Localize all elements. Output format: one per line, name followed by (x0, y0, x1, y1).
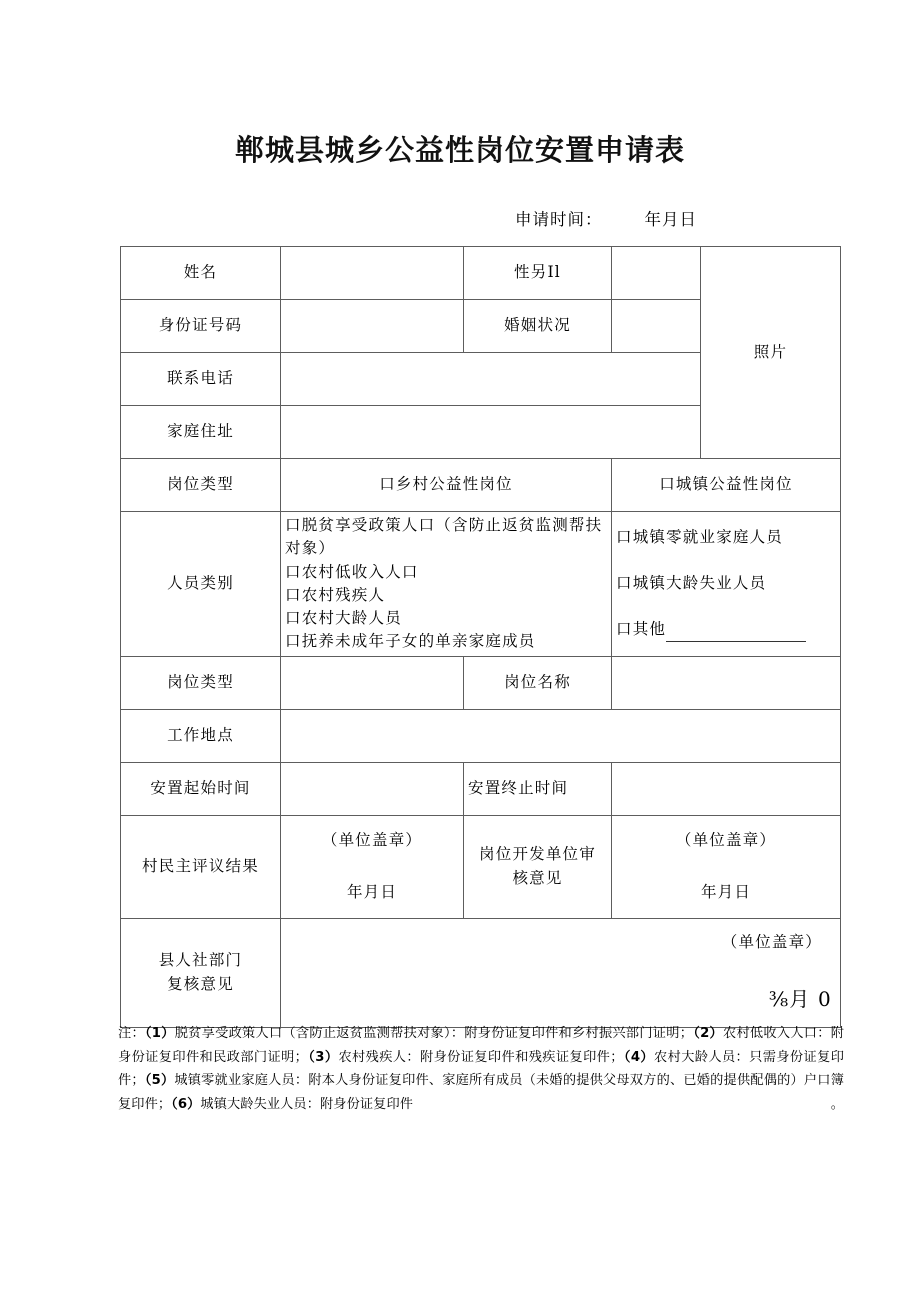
county-dept-line1: 县人社部门 (158, 951, 243, 970)
table-row-post-name (121, 656, 841, 709)
marital-status-value-cell[interactable] (612, 300, 701, 353)
apply-time-label: 申请时间： (515, 210, 603, 229)
dev-unit-opinion-label (464, 815, 612, 918)
post-type-urban-option[interactable]: 口城镇公益性岗位 (612, 459, 841, 512)
table-row-post-type (121, 459, 841, 512)
application-form-table (120, 246, 841, 1028)
urban-option-other-input[interactable] (666, 627, 806, 642)
id-number-value-cell[interactable] (281, 300, 464, 353)
gender-label: 性另Il (464, 247, 612, 300)
work-place-value-cell[interactable] (281, 709, 841, 762)
phone-label: 联系电话 (121, 353, 281, 406)
phone-value-cell[interactable] (281, 353, 701, 406)
village-seal-text: （单位盖章） (321, 831, 423, 850)
rural-category-options (281, 512, 612, 657)
post-type-label: 岗位类型 (121, 459, 281, 512)
rural-option-2[interactable]: 口农村残疾人 (285, 585, 386, 604)
rural-option-3[interactable]: 口农村大龄人员 (285, 609, 402, 627)
note-num-2: （2） (693, 1026, 723, 1041)
gender-value-cell[interactable] (612, 247, 701, 300)
urban-option-0[interactable]: 口城镇零就业家庭人员 (616, 527, 784, 546)
post-type-label-2: 岗位类型 (121, 656, 281, 709)
table-row-name (121, 247, 841, 300)
post-name-value-cell[interactable] (612, 656, 841, 709)
photo-cell: 照片 (701, 247, 841, 459)
county-dept-line2: 复核意见 (167, 974, 234, 993)
note-num-5: （5） (144, 1073, 175, 1088)
apply-date-line (515, 206, 697, 230)
end-time-label: 安置终止时间 (464, 762, 612, 815)
start-time-value-cell[interactable] (281, 762, 464, 815)
note-text-6: 城镇大龄失业人员：附身份证复印件 (200, 1096, 414, 1112)
post-name-label: 岗位名称 (464, 656, 612, 709)
table-row-person-category (121, 512, 841, 657)
note-text-2: 农村低收入人口：附身份证复印件和民政部门证明； (118, 1026, 844, 1065)
note-num-4: （4） (623, 1049, 655, 1065)
address-label: 家庭住址 (121, 406, 281, 459)
county-seal-text: （单位盖章） (721, 932, 822, 951)
dev-unit-opinion-line2: 核意见 (512, 868, 563, 887)
note-text-5: 城镇零就业家庭人员：附本人身份证复印件、家庭所有成员（未婚的提供父母双方的、已婚的提供配偶的）户口簿复印件； (118, 1073, 844, 1112)
post-type-value-cell[interactable] (281, 656, 464, 709)
village-review-label: 村民主评议结果 (121, 815, 281, 918)
start-time-label: 安置起始时间 (121, 762, 281, 815)
note-num-6: （6） (171, 1096, 201, 1112)
village-seal-date: 年月日 (346, 882, 398, 901)
id-number-label: 身份证号码 (121, 300, 281, 353)
apply-date-placeholder: 年月日 (644, 210, 697, 229)
post-type-rural-option[interactable]: 口乡村公益性岗位 (281, 459, 612, 512)
name-label: 姓名 (121, 247, 281, 300)
note-num-1: （1） (144, 1026, 175, 1041)
village-review-seal-cell[interactable] (281, 815, 464, 918)
footer-notes (118, 1022, 844, 1116)
table-row-placement-time (121, 762, 841, 815)
urban-option-2[interactable] (616, 618, 836, 641)
rural-option-4[interactable]: 口抚养未成年子女的单亲家庭成员 (285, 632, 536, 651)
marital-status-label: 婚姻状况 (464, 300, 612, 353)
address-value-cell[interactable] (281, 406, 701, 459)
urban-category-options (612, 512, 841, 657)
urban-option-1[interactable]: 口城镇大龄失业人员 (616, 574, 767, 593)
county-review-cell[interactable] (281, 918, 841, 1027)
person-category-label: 人员类别 (121, 512, 281, 657)
work-place-label: 工作地点 (121, 709, 281, 762)
rural-option-1[interactable]: 口农村低收入人口 (285, 562, 419, 581)
dev-unit-seal-date: 年月日 (700, 882, 752, 901)
dev-unit-opinion-line1: 岗位开发单位审 (479, 845, 596, 864)
urban-option-2-label: 口其他 (616, 620, 667, 639)
end-time-value-cell[interactable] (612, 762, 841, 815)
note-text-1: 脱贫享受政策人口（含防止返贫监测帮扶对象）：附身份证复印件和乡村振兴部门证明； (174, 1026, 694, 1041)
table-row-review (121, 815, 841, 918)
table-row-county-review (121, 918, 841, 1027)
county-seal-date: ⅜月 0 (768, 987, 832, 1012)
notes-prefix: 注： (118, 1026, 145, 1041)
page-title: 郸城县城乡公益性岗位安置申请表 (234, 133, 685, 167)
dev-unit-seal-text: （单位盖章） (675, 831, 777, 850)
rural-option-0[interactable]: 口脱贫享受政策人口（含防止返贫监测帮扶对象） (285, 516, 603, 558)
name-value-cell[interactable] (281, 247, 464, 300)
dev-unit-seal-cell[interactable] (612, 815, 841, 918)
county-dept-label (121, 918, 281, 1027)
note-num-3: （3） (307, 1049, 339, 1065)
note-text-4: 农村大龄人员：只需身份证复印件； (118, 1049, 844, 1088)
note-text-3: 农村残疾人：附身份证复印件和残疾证复印件； (338, 1049, 624, 1065)
notes-tail: 。 (830, 1096, 844, 1112)
table-row-work-place (121, 709, 841, 762)
